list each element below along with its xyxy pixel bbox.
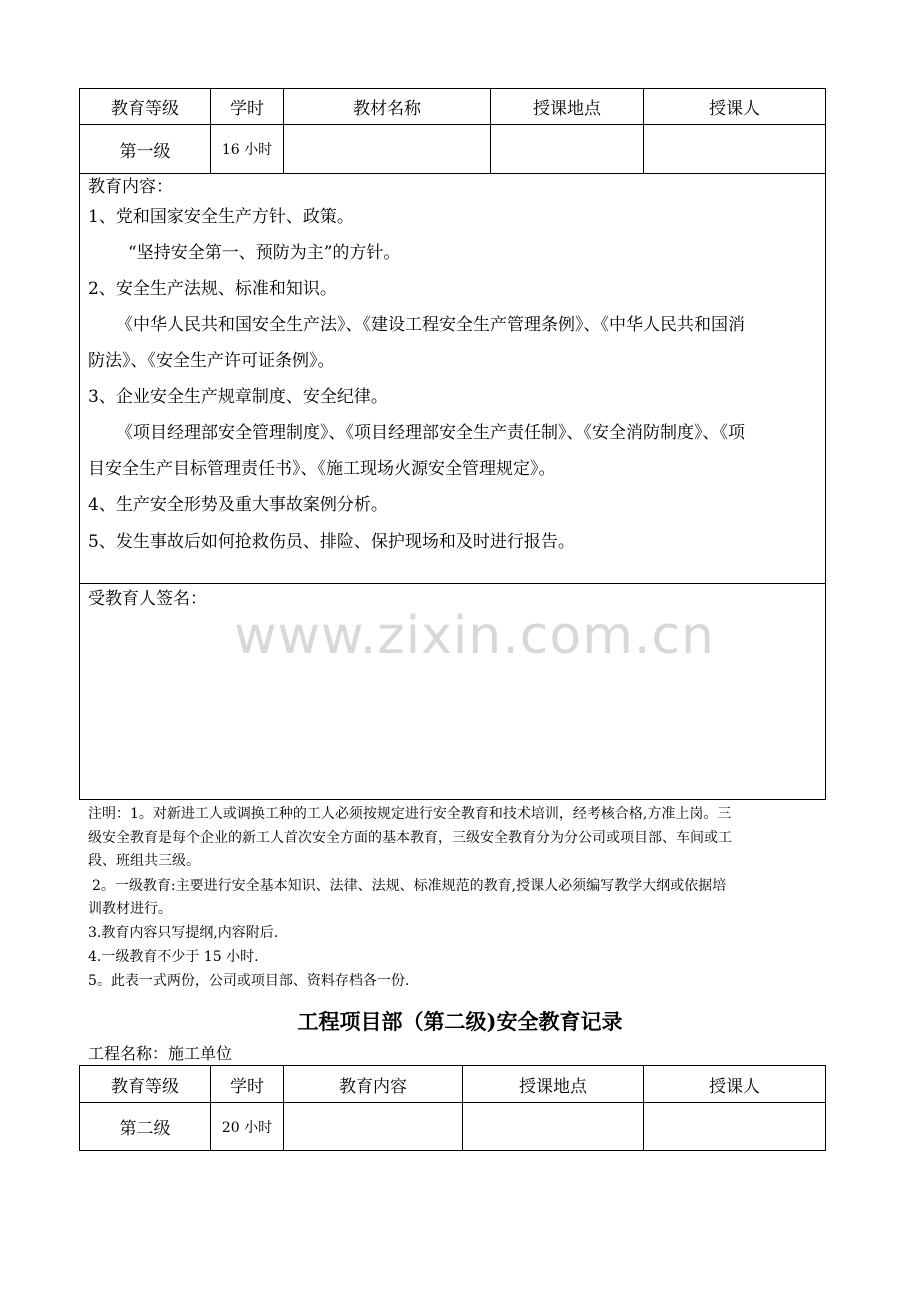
table2-cell-location: [463, 1103, 643, 1150]
content-line: 5、发生事故后如何抢救伤员、排险、保护现场和及时进行报告。: [88, 532, 575, 552]
table2-cell-content: [284, 1103, 462, 1150]
note-line: 4.一级教育不少于 15 小时.: [88, 949, 259, 965]
signature-label: 受教育人签名：: [88, 589, 207, 609]
content-line: 目安全生产目标管理责任书》、《施工现场火源安全管理规定》。: [88, 459, 556, 479]
table-cell-hours: 16 小时: [221, 142, 273, 158]
table-cell-location: [491, 125, 643, 173]
table2-header-hours: 学时: [230, 1076, 264, 1097]
table-header-location: 授课地点: [533, 99, 601, 119]
note-line: 级安全教育是每个企业的新工人首次安全方面的基本教育，三级安全教育分为分公司或项目部、车间或工: [88, 830, 732, 846]
table2-header-teacher: 授课人: [709, 1076, 760, 1097]
table2-cell-teacher: [644, 1103, 825, 1150]
table2-header-level: 教育等级: [111, 1076, 179, 1097]
content-line: 1、党和国家安全生产方针、政策。: [88, 207, 354, 227]
table2-cell-level: 第二级: [119, 1119, 171, 1139]
table-header-teacher: 授课人: [709, 99, 760, 119]
section2-title: 工程项目部（第二级)安全教育记录: [297, 1009, 623, 1034]
content-label: 教育内容：: [88, 177, 173, 197]
note-line: 训教材进行。: [88, 901, 172, 917]
content-line: 3、企业安全生产规章制度、安全纪律。: [88, 387, 388, 407]
table-header-level: 教育等级: [111, 99, 179, 119]
note-line: 注明：1。对新进工人或调换工种的工人必须按规定进行安全教育和技术培训，经考核合格,方准上岗。三: [88, 806, 732, 822]
table-header-hours: 学时: [230, 99, 264, 119]
table2-header-location: 授课地点: [519, 1076, 587, 1097]
content-line: 4、生产安全形势及重大事故案例分析。: [88, 495, 388, 515]
content-line: 2、安全生产法规、标准和知识。: [88, 279, 337, 299]
note-line: 5。此表一式两份，公司或项目部、资料存档各一份.: [88, 973, 410, 989]
note-line: 3.教育内容只写提纲,内容附后.: [88, 925, 279, 941]
table-cell-material: [284, 125, 490, 173]
table-cell-level: 第一级: [119, 141, 171, 162]
table-cell-teacher: [644, 125, 825, 173]
content-line: 《中华人民共和国安全生产法》、《建设工程安全生产管理条例》、《中华人民共和国消: [116, 315, 745, 335]
table-header-material: 教材名称: [353, 99, 421, 119]
content-line: 防法》、《安全生产许可证条例》。: [88, 351, 335, 371]
table2-header-content: 教育内容: [339, 1076, 407, 1097]
content-line: “坚持安全第一、预防为主”的方针。: [128, 243, 401, 263]
table2-cell-hours: 20 小时: [221, 1119, 273, 1136]
note-line: 段、班组共三级。: [88, 853, 200, 869]
note-line: 2。一级教育:主要进行安全基本知识、法律、法规、标准规范的教育,授课人必须编写教学大纲或依据培: [92, 878, 727, 894]
content-line: 《项目经理部安全管理制度》、《项目经理部安全生产责任制》、《安全消防制度》、《项: [116, 423, 745, 443]
watermark: www.zixin.com.cn: [234, 606, 715, 666]
project-name-line: 工程名称：施工单位: [88, 1044, 233, 1063]
